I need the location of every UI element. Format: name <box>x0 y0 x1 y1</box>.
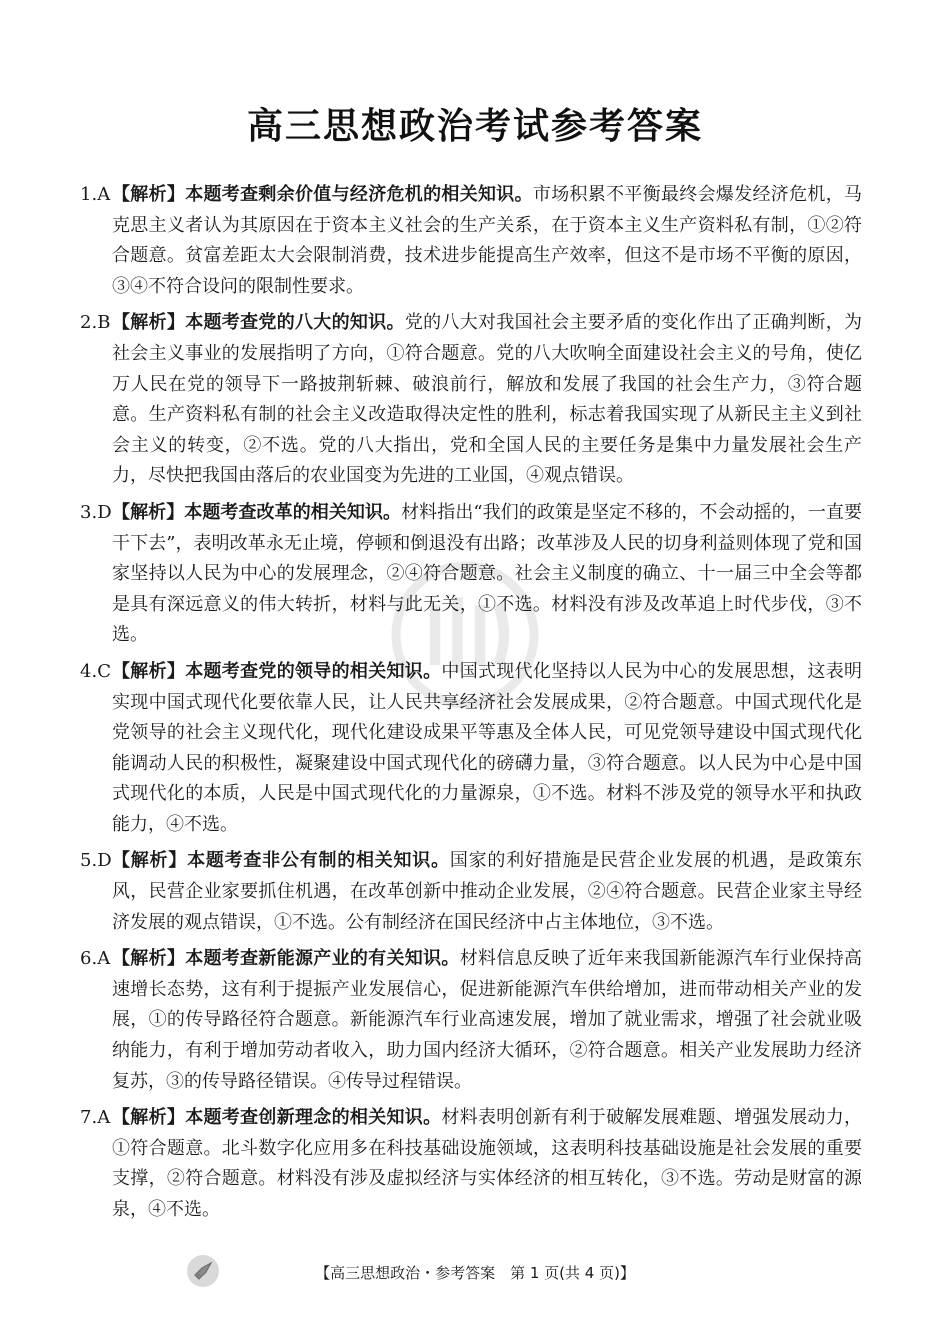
answer-body: 市场积累不平衡最终会爆发经济危机，马克思主义者认为其原因在于资本主义社会的生产关系，在于资本主义生产资料私有制，①②符合题意。贫富差距太大会限制消费，技术进步能提高生产效率，但这不是市场不平衡的原因，③④不符合设问的限制性要求。 <box>112 184 863 297</box>
answer-heading: 本题考查改革的相关知识。 <box>184 501 402 523</box>
answer-heading: 本题考查新能源产业的有关知识。 <box>185 948 460 970</box>
answer-body: 党的八大对我国社会主要矛盾的变化作出了正确判断，为社会主义事业的发展指明了方向，①符合题意。党的八大吹响全面建设社会主义的号角，使亿万人民在党的领导下一路披荆斩棘、破浪前行，解放和发展了我国的社会生产力，③符合题意。生产资料私有制的社会主义改造取得决定性的胜利，标志着我国实现了从新民主主义到社会主义的转变，②不选。党的八大指出，党和全国人民的主要任务是集中力量发展社会生产力，尽快把我国由落后的农业国变为先进的工业国，④观点错误。 <box>112 312 863 487</box>
analysis-tag: 【解析】 <box>112 1107 186 1129</box>
analysis-tag: 【解析】 <box>112 850 188 872</box>
answer-item <box>80 657 862 841</box>
answer-item <box>80 180 862 302</box>
analysis-tag: 【解析】 <box>112 184 186 205</box>
answer-item <box>80 944 862 1097</box>
answer-heading: 本题考查党的领导的相关知识。 <box>185 660 442 682</box>
answer-item <box>80 308 862 492</box>
answer-number: 6.A <box>80 948 111 970</box>
answer-heading: 本题考查剩余价值与经济危机的相关知识。 <box>185 184 533 205</box>
answer-item <box>80 846 862 938</box>
answer-number: 3.D <box>80 501 112 523</box>
answer-body: 中国式现代化坚持以人民为中心的发展思想，这表明实现中国式现代化要依靠人民，让人民共享经济社会发展成果，②符合题意。中国式现代化是党领导的社会主义现代化，现代化建设成果平等惠及全体人民，可见党领导建设中国式现代化能调动人民的积极性，凝聚建设中国式现代化的磅礴力量，③符合题意。以人民为中心是中国式现代化的本质，人民是中国式现代化的力量源泉，①不选。材料不涉及党的领导水平和执政能力，④不选。 <box>112 660 863 835</box>
analysis-tag: 【解析】 <box>112 312 186 334</box>
analysis-tag: 【解析】 <box>112 501 185 523</box>
answer-heading: 本题考查创新理念的相关知识。 <box>185 1107 442 1129</box>
answer-list <box>80 180 862 1232</box>
page-footer: 【高三思想政治・参考答案 第 1 页(共 4 页)】 <box>315 1264 635 1282</box>
answer-number: 7.A <box>80 1107 111 1129</box>
answer-number: 1.A <box>80 184 111 205</box>
answer-body: 材料信息反映了近年来我国新能源汽车行业保持高速增长态势，这有利于提振产业发展信心，促进新能源汽车供给增加，进而带动相关产业的发展，①的传导路径符合题意。新能源汽车行业高速发展，增加了就业需求，增强了社会就业吸纳能力，有利于增加劳动者收入，助力国内经济大循环，②符合题意。相关产业发展助力经济复苏，③的传导路径错误。④传导过程错误。 <box>112 948 863 1092</box>
answer-heading: 本题考查党的八大的知识。 <box>185 312 405 334</box>
answer-item <box>80 498 862 651</box>
answer-body: 材料指出“我们的政策是坚定不移的，不会动摇的，一直要干下去”，表明改革永无止境，停顿和倒退没有出路；改革涉及人民的切身利益则体现了党和国家坚持以人民为中心的发展理念，②④符合题意。社会主义制度的确立、十一届三中全会等都是具有深远意义的伟大转折，材料与此无关，①不选。材料没有涉及改革追上时代步伐，③不选。 <box>112 501 863 646</box>
answer-body: 材料表明创新有利于破解发展难题、增强发展动力，①符合题意。北斗数字化应用多在科技基础设施领域，这表明科技基础设施是社会发展的重要支撑，②符合题意。材料没有涉及虚拟经济与实体经济的相互转化，③不选。劳动是财富的源泉，④不选。 <box>112 1107 863 1220</box>
answer-body: 国家的利好措施是民营企业发展的机遇，是政策东风，民营企业家要抓住机遇，在改革创新中推动企业发展，②④符合题意。民营企业家主导经济发展的观点错误，①不选。公有制经济在国民经济中占主体地位，③不选。 <box>112 850 863 933</box>
answer-number: 4.C <box>80 660 111 682</box>
analysis-tag: 【解析】 <box>112 660 186 682</box>
answer-number: 5.D <box>80 850 112 872</box>
answer-heading: 本题考查非公有制的相关知识。 <box>187 850 450 872</box>
analysis-tag: 【解析】 <box>112 948 186 970</box>
answer-number: 2.B <box>80 312 111 334</box>
answer-item <box>80 1103 862 1225</box>
page-title: 高三思想政治考试参考答案 <box>246 106 703 147</box>
